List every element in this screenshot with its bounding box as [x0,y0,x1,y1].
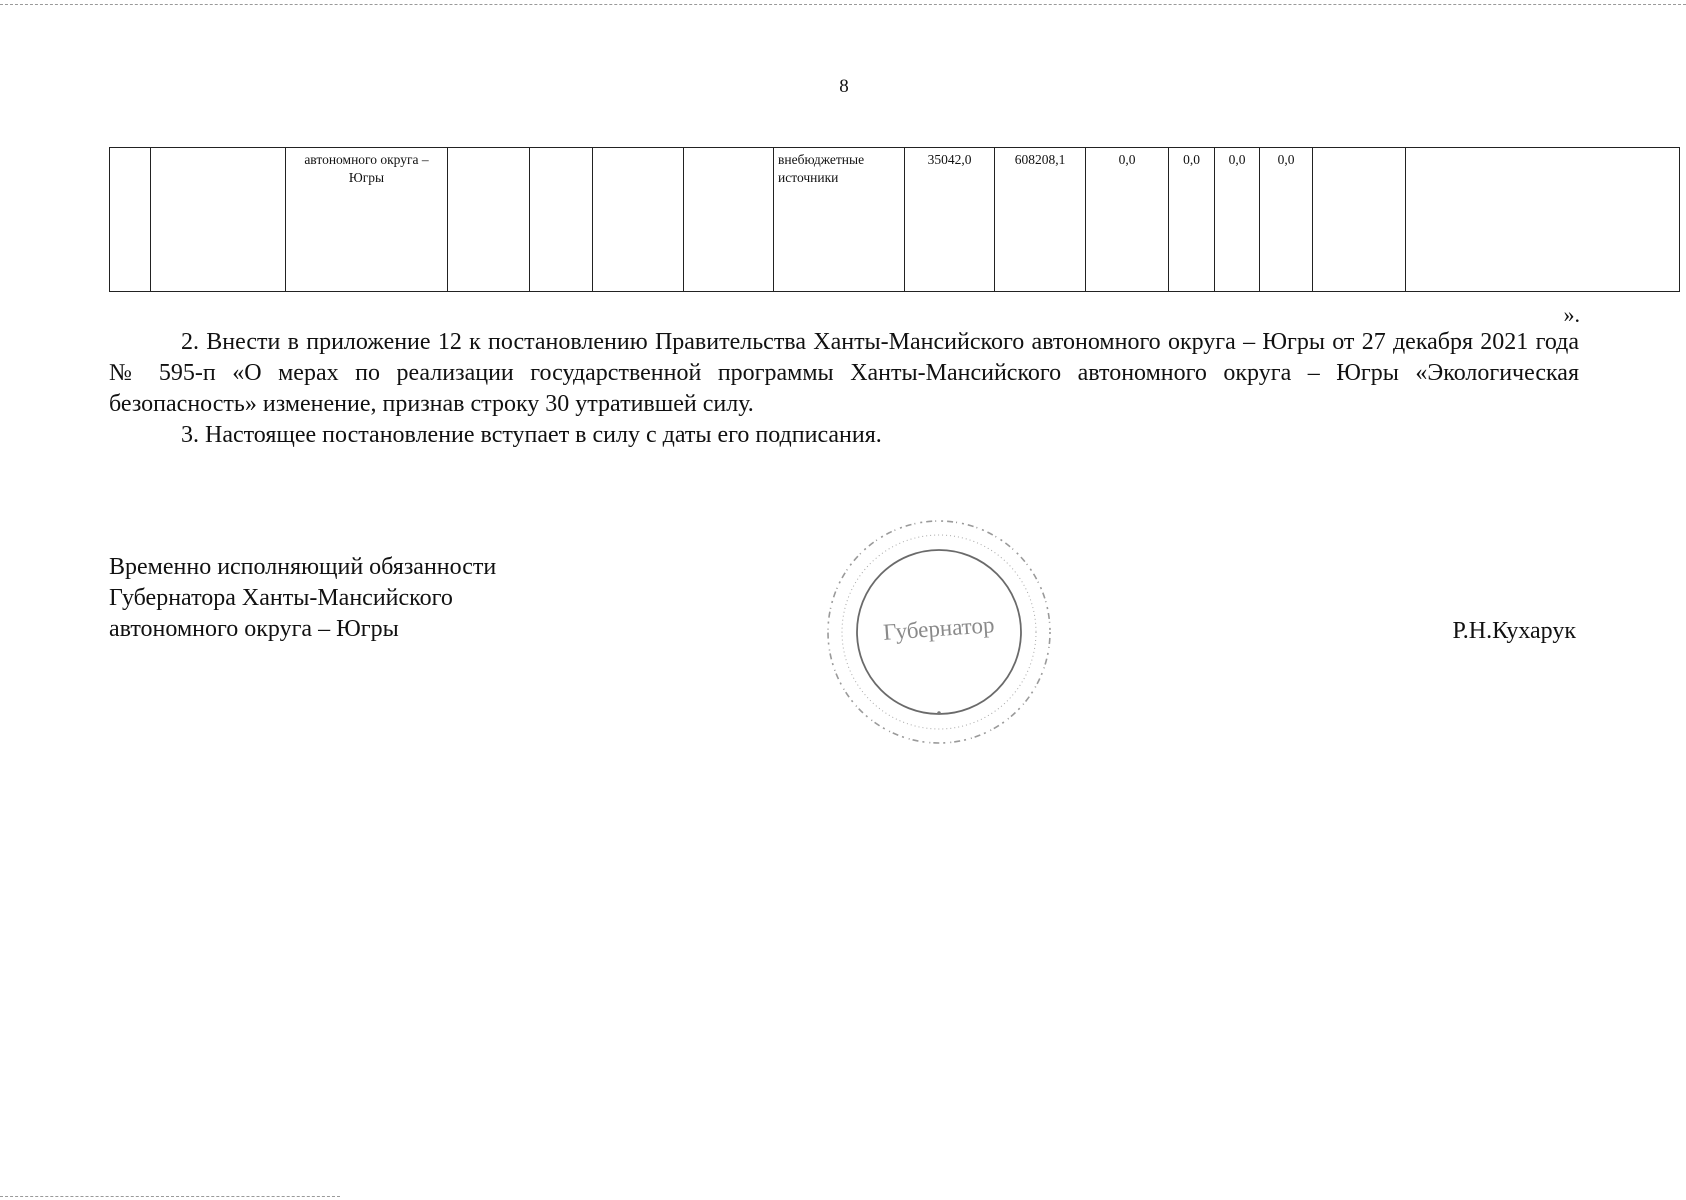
signer-title-line: Губернатора Ханты-Мансийского [109,585,453,611]
signer-title-line: автономного округа – Югры [109,616,399,642]
table-cell [1406,148,1680,292]
table-cell: 608208,1 [995,148,1086,292]
table-cell: автономного округа – Югры [286,148,448,292]
scan-edge-bottom [0,1196,340,1197]
scan-edge-top [0,4,1686,5]
table-cell [1313,148,1406,292]
table-cell: 0,0 [1169,148,1215,292]
table-cell: 0,0 [1215,148,1260,292]
paragraph-3: 3. Настоящее постановление вступает в силу с даты его подписания. [181,422,882,448]
table-cell [530,148,593,292]
signer-title-line: Временно исполняющий обязанности [109,554,497,580]
table-cell: внебюджетные источники [774,148,905,292]
seal-star [937,711,941,715]
table-cell [684,148,774,292]
seal-text: Губернатор [882,612,996,645]
table-cell: 0,0 [1260,148,1313,292]
table-cell [151,148,286,292]
page-number: 8 [839,76,849,97]
table-row [110,148,1680,292]
budget-table [109,147,1680,292]
paragraph-2: 2. Внести в приложение 12 к постановлению Правительства Ханты-Мансийского автономного округа – Югры от 27 декабря 2021 года № 595-п «О мерах по реализации государственной программы Ханты-Мансийского автономного округа – Югры «Экологическая безопасность» изменение, признав строку 30 утратившей силу. [109,329,1579,417]
table-cell [110,148,151,292]
table-cell [448,148,530,292]
table-cell [593,148,684,292]
document-body [109,327,1579,451]
signer-block [109,552,669,645]
official-seal [818,510,1060,752]
table-cell: 0,0 [1086,148,1169,292]
table-cell: 35042,0 [905,148,995,292]
closing-quote: ». [1563,302,1580,327]
signatory-name: Р.Н.Кухарук [1452,618,1576,644]
